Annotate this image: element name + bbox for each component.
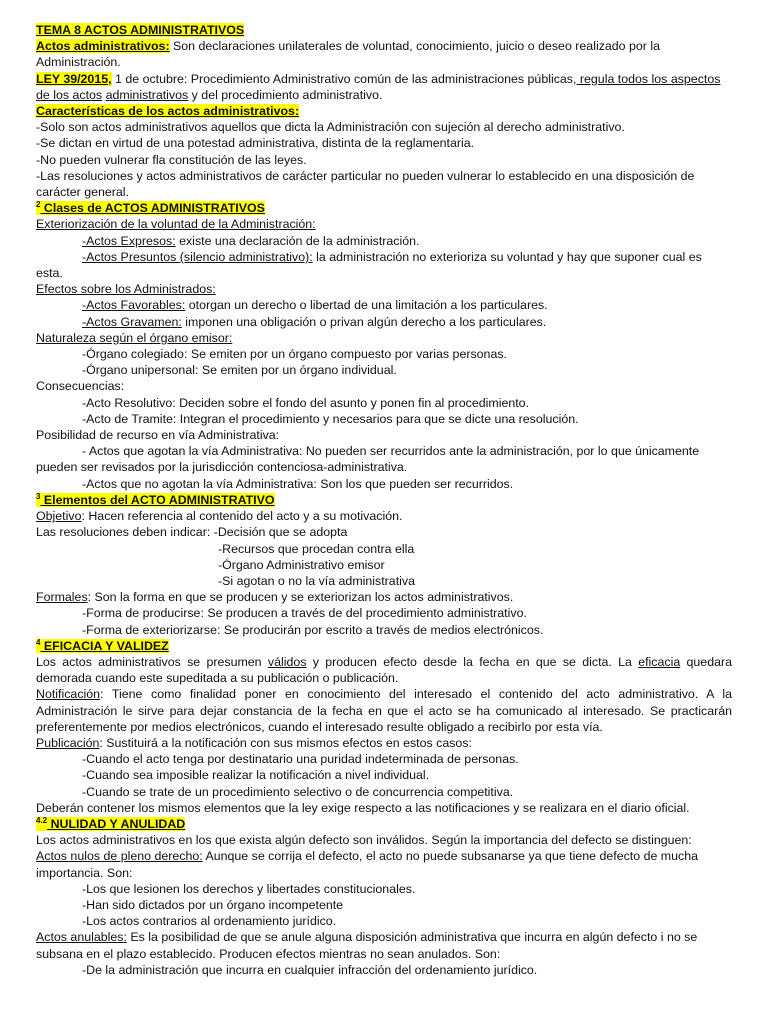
eficacia-heading-box — [36, 639, 169, 653]
nulidad-number: 4.2 — [36, 815, 48, 825]
efectos-heading-line — [36, 281, 732, 297]
nulidad-intro: Los actos administrativos en los que exista algún defecto son inválidos. Según la importancia del defecto se distinguen: — [36, 833, 692, 848]
elementos-number: 3 — [36, 491, 41, 501]
nulos-item: -Han sido dictados por un órgano incompetente — [82, 897, 344, 912]
actos-favorables — [36, 297, 732, 313]
eficacia-paragraph — [36, 654, 732, 686]
intro-term: Actos administrativos: — [36, 39, 170, 54]
nulos-paragraph — [36, 848, 732, 880]
intro-definition: Son declaraciones unilaterales de voluntad, conocimiento, juicio o deseo realizado por la Administración. — [36, 39, 661, 70]
intro-paragraph — [36, 38, 732, 70]
anulables-paragraph — [36, 929, 732, 961]
eficacia-text-c: quedara demorada cuando este supeditada a su publicación o publicación. — [36, 654, 732, 686]
ley-paragraph — [36, 71, 732, 103]
caracteristicas-item: -Se dictan en virtud de una potestad administrativa, distinta de la reglamentaria. — [36, 136, 475, 151]
actos-gravamen-text: imponen una obligación o privan algún derecho a los particulares. — [181, 314, 547, 329]
notificacion-paragraph — [36, 686, 732, 735]
actos-presuntos — [36, 249, 732, 281]
recurso-agotan-text: - Actos que agotan la vía Administrativa: No pueden ser recurridos ante la administración, por lo que únicamente pueden ser revisados por la jurisdicción contenciosa-administrativa. — [36, 444, 700, 475]
consecuencias-item: -Acto de Tramite: Integran el procedimiento y necesarios para que se dicte una resolución. — [82, 411, 579, 426]
formales-item: -Forma de exteriorizarse: Se producirán por escrito a través de medios electrónicos. — [82, 622, 544, 637]
eficacia-text-b: y producen efecto desde la fecha en que se dicta. La — [306, 654, 639, 669]
notificacion-text: : Tiene como finalidad poner en conocimiento del interesado el contenido del acto administrativo. A la Administración le sirve para dejar constancia de la fecha en que el acto se ha comunicado al interesado. Se practicarán preferentemente por medios electrónicos, cuando el interesado resulte obligado a recibirlo por esta vía. — [36, 687, 732, 734]
elementos-heading-line — [36, 492, 732, 508]
publicacion-item: -Cuando se trate de un procedimiento selectivo o de concurrencia competitiva. — [82, 784, 514, 799]
exteriorizacion-heading-line — [36, 216, 732, 232]
actos-favorables-text: otorgan un derecho o libertad de una limitación a los particulares. — [185, 298, 548, 313]
actos-expresos-text: existe una declaración de la administración. — [175, 233, 420, 248]
ley-text-b: , regula todos los aspectos de los actos — [36, 71, 721, 102]
actos-presuntos-text: la administración no exterioriza su voluntad y hay que suponer cual es esta. — [36, 249, 702, 281]
doc-title-line — [36, 22, 732, 38]
eficacia-heading-line — [36, 638, 732, 654]
nulos-item: -Los actos contrarios al ordenamiento jurídico. — [82, 914, 337, 929]
actos-presuntos-label: -Actos Presuntos (silencio administrativo): — [82, 249, 313, 264]
publicacion-text: : Sustituirá a la notificación con sus mismos efectos en estos casos: — [99, 735, 472, 750]
clases-number: 2 — [36, 200, 41, 210]
anulables-text: Es la posibilidad de que se anule alguna disposición administrativa que incurra en algún defecto i no se subsana en el plazo establecido. Producen efectos mientras no sean anulados. Son: — [36, 930, 698, 961]
exteriorizacion-heading: Exteriorización de la voluntad de la Administración: — [36, 217, 316, 232]
resoluciones-intro: Las resoluciones deben indicar: -Decisión que se adopta — [36, 525, 348, 540]
clases-heading-line — [36, 200, 732, 216]
efectos-heading: Efectos sobre los Administrados: — [36, 282, 216, 297]
nulidad-heading-line — [36, 816, 732, 832]
caracteristicas-heading-line — [36, 103, 732, 119]
formales-line — [36, 589, 732, 605]
caracteristicas-heading: Características de los actos administrativos: — [36, 104, 300, 119]
eficacia-number: 4 — [36, 637, 41, 647]
nulos-item: -Los que lesionen los derechos y libertades constitucionales. — [82, 881, 416, 896]
elementos-heading: Elementos del ACTO ADMINISTRATIVO — [40, 492, 275, 507]
recurso-agotan — [36, 443, 732, 475]
resoluciones-item: -Si agotan o no la vía administrativa — [218, 573, 415, 588]
resoluciones-item: -Órgano Administrativo emisor — [218, 557, 385, 572]
eficacia-closing: Deberán contener los mismos elementos que la ley exige respecto a las notificaciones y se realizara en el diario oficial. — [36, 800, 690, 815]
clases-heading: Clases de ACTOS ADMINISTRATIVOS — [40, 201, 265, 216]
formales-item: -Forma de producirse: Se producen a través de del procedimiento administrativo. — [82, 606, 527, 621]
naturaleza-heading: Naturaleza según el órgano emisor: — [36, 330, 233, 345]
objetivo-text: : Hacen referencia al contenido del acto y a su motivación. — [81, 509, 403, 524]
nulidad-heading-box — [36, 817, 185, 831]
formales-text: : Son la forma en que se producen y se exteriorizan los actos administrativos. — [87, 590, 514, 605]
anulables-item: -De la administración que incurra en cualquier infracción del ordenamiento jurídico. — [82, 962, 538, 977]
eficacia-validos: válidos — [267, 654, 307, 669]
nulos-text: Aunque se corrija el defecto, el acto no puede subsanarse ya que tiene defecto de mucha importancia. Son: — [36, 849, 698, 880]
ley-text-d: administrativos — [105, 87, 189, 102]
ley-text-a: 1 de octubre: Procedimiento Administrativo común de las administraciones públicas — [111, 71, 574, 86]
objetivo-line — [36, 508, 732, 524]
recurso-no-agotan: -Actos que no agotan la vía Administrativa: Son los que pueden ser recurridos. — [82, 476, 514, 491]
doc-title: TEMA 8 ACTOS ADMINISTRATIVOS — [36, 23, 245, 37]
consecuencias-heading: Consecuencias: — [36, 379, 125, 394]
caracteristicas-item: -Solo son actos administrativos aquellos que dicta la Administración con sujeción al derecho administrativo. — [36, 120, 625, 135]
consecuencias-item: -Acto Resolutivo: Deciden sobre el fondo del asunto y ponen fin al procedimiento. — [82, 395, 530, 410]
actos-gravamen-label: -Actos Gravamen: — [82, 314, 182, 329]
eficacia-eficacia: eficacia — [638, 654, 681, 669]
publicacion-item: -Cuando sea imposible realizar la notificación a nivel individual. — [82, 768, 430, 783]
notificacion-label: Notificación — [36, 687, 101, 702]
ley-text-e: y del procedimiento administrativo. — [188, 87, 383, 102]
naturaleza-item: -Órgano unipersonal: Se emiten por un órgano individual. — [82, 363, 397, 378]
nulidad-heading: NULIDAD Y ANULIDAD — [47, 816, 186, 831]
actos-gravamen — [36, 314, 732, 330]
recurso-heading: Posibilidad de recurso en vía Administrativa: — [36, 428, 280, 443]
eficacia-text-a: Los actos administrativos se presumen — [36, 654, 268, 669]
objetivo-label: Objetivo — [36, 509, 82, 524]
formales-label: Formales — [36, 590, 88, 605]
nulos-label: Actos nulos de pleno derecho: — [36, 849, 203, 864]
actos-favorables-label: -Actos Favorables: — [82, 298, 186, 313]
actos-expresos-label: -Actos Expresos: — [82, 233, 176, 248]
naturaleza-item: -Órgano colegiado: Se emiten por un órgano compuesto por varias personas. — [82, 347, 507, 362]
anulables-label: Actos anulables: — [36, 930, 127, 945]
eficacia-heading: EFICACIA Y VALIDEZ — [40, 638, 169, 653]
actos-expresos — [36, 233, 732, 249]
publicacion-line — [36, 735, 732, 751]
publicacion-item: -Cuando el acto tenga por destinatario una puridad indeterminada de personas. — [82, 752, 519, 767]
clases-heading-box — [36, 201, 265, 215]
elementos-heading-box — [36, 493, 275, 507]
ley-ref: LEY 39/2015, — [36, 71, 112, 86]
publicacion-label: Publicación — [36, 735, 100, 750]
caracteristicas-item: -No pueden vulnerar fla constitución de las leyes. — [36, 152, 307, 167]
caracteristicas-item: -Las resoluciones y actos administrativos de carácter particular no pueden vulnerar lo establecido en una disposición de carácter general. — [36, 168, 695, 200]
resoluciones-item: -Recursos que procedan contra ella — [218, 541, 415, 556]
naturaleza-heading-line — [36, 330, 732, 346]
